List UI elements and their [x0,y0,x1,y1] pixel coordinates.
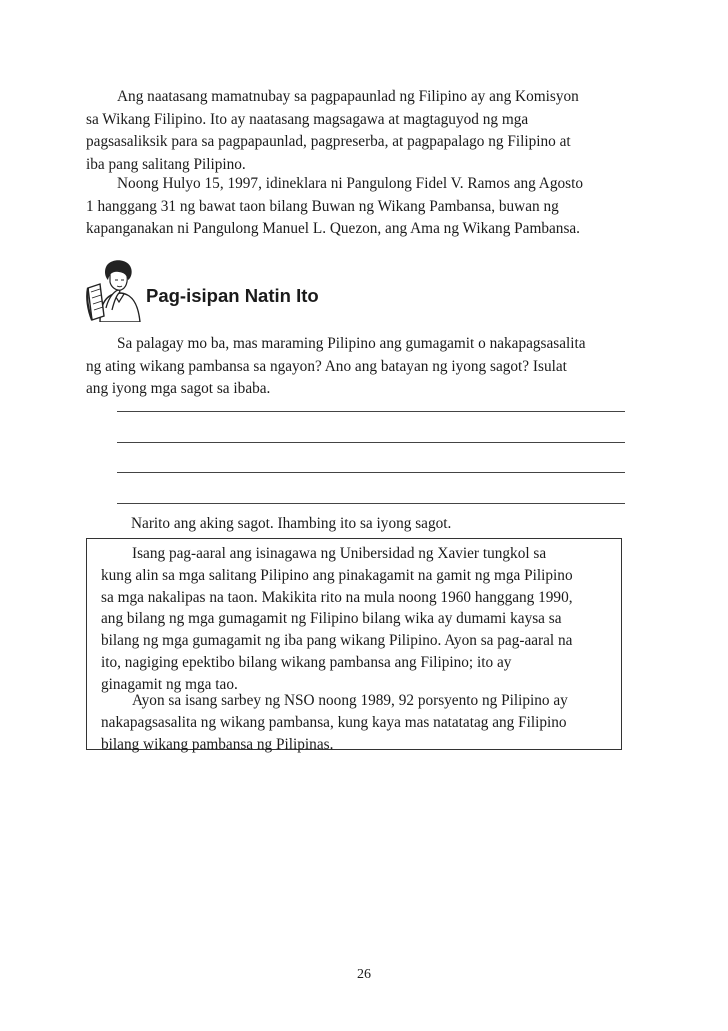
text-line: 1 hanggang 31 ng bawat taon bilang Buwan ng Wikang Pambansa, buwan ng [86,197,559,215]
answer-box [86,538,622,753]
text-line: Sa palagay mo ba, mas maraming Pilipino ang gumagamit o nakapagsasalita [117,335,586,352]
text-line: Ang naatasang mamatnubay sa pagpapaunlad ng Filipino ay ang Komisyon [117,88,579,105]
page-number: 26 [357,967,371,982]
text-line: ito, nagiging epektibo bilang wikang pambansa ang Filipino; ito ay [101,653,512,671]
text-line: Noong Hulyo 15, 1997, idineklara ni Pangulong Fidel V. Ramos ang Agosto [117,175,583,192]
text-line: bilang ng mga gumagamit ng iba pang wikang Pilipino. Ayon sa pag-aaral na [101,632,573,650]
answer-blank-line[interactable] [117,410,625,412]
text-line: kung alin sa mga salitang Pilipino ang pinakagamit na gamit ng mga Pilipino [101,566,573,584]
paragraph-komisyon [86,86,626,176]
text-line: Isang pag-aaral ang isinagawa ng Unibersidad ng Xavier tungkol sa [132,545,547,562]
text-line: ang iyong mga sagot sa ibaba. [86,380,271,397]
text-line: nakapagsasalita ng wikang pambansa, kung kaya mas natatatag ang Filipino [101,713,567,731]
paragraph-buwan-ng-wika [86,173,626,241]
text-line: iba pang salitang Pilipino. [86,155,246,173]
text-line: sa mga nakalipas na taon. Makikita rito na mula noong 1960 hanggang 1990, [101,588,573,606]
text-line: ang bilang ng mga gumagamit ng Filipino bilang wika ay dumami kaysa sa [101,610,562,628]
answer-lines [117,396,625,532]
text-line: pagsasaliksik para sa pagpapaunlad, pagpreserba, at pagpapalago ng Filipino at [86,133,571,150]
text-line: ng ating wikang pambansa sa ngayon? Ano ang batayan ng iyong sagot? Isulat [86,357,567,375]
text-line: ginagamit ng mga tao. [101,675,238,693]
paragraph-question [86,333,626,401]
answer-blank-line[interactable] [117,502,625,504]
thinking-person-icon [86,258,148,322]
text-line: Ayon sa isang sarbey ng NSO noong 1989, 92 porsyento ng Pilipino ay [132,692,568,709]
answer-paragraph-xavier [101,543,605,696]
text-line: sa Wikang Filipino. Ito ay naatasang magsagawa at magtaguyod ng mga [86,110,529,128]
section-title: Pag-isipan Natin Ito [146,285,319,306]
text-line: bilang wikang pambansa ng Pilipinas. [101,735,334,753]
text-line: kapanganakan ni Pangulong Manuel L. Quezon, ang Ama ng Wikang Pambansa. [86,220,581,237]
section-header [86,258,386,328]
answer-blank-line[interactable] [117,441,625,443]
answer-paragraph-nso [101,690,605,755]
answer-blank-line[interactable] [117,471,625,473]
answer-intro: Narito ang aking sagot. Ihambing ito sa iyong sagot. [131,515,452,532]
